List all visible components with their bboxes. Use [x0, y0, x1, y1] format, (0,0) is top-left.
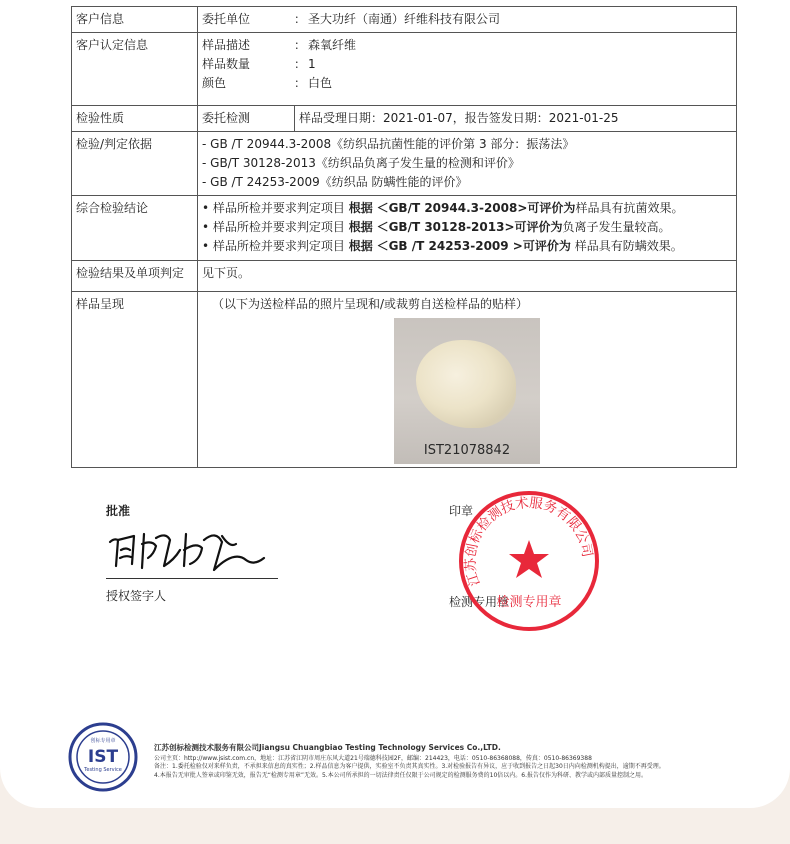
logo-sub: Testing Service — [84, 767, 122, 773]
sample-description: 森氧纤维 — [308, 38, 357, 52]
inspection-type: 委托检测 — [198, 106, 295, 132]
footer-text — [154, 744, 754, 780]
client-name: 圣大功纤（南通）纤维科技有限公司 — [308, 12, 501, 26]
field-key: 样品数量 — [202, 57, 251, 71]
client-info-row — [72, 7, 737, 33]
conclusion-basis: 根据 — [348, 201, 373, 215]
basis-item: - GB/T 30128-2013《纺织品负离子发生量的检测和评价》 — [202, 156, 520, 170]
field-colon: ： — [294, 57, 307, 71]
conclusion-item — [202, 218, 732, 237]
basis-item: - GB /T 20944.3-2008《纺织品抗菌性能的评价第 3 部分：振荡法》 — [202, 137, 575, 151]
footer-note-1: 备注：1.委托检验仅对来样负责，不承担来信息的真实性；2.样品信息为客户提供，实验室不负责其真实性。3.对检验报告有异议，应于收到报告之日起30日内向检测机构提出，逾期不再受理。 — [154, 763, 665, 770]
conclusion-verdict: 可评价为 — [527, 201, 576, 215]
row-label: 客户信息 — [72, 7, 198, 33]
row-label: 客户认定信息 — [72, 33, 198, 106]
conclusion-prefix: • 样品所检并要求判定项目 — [202, 220, 345, 234]
fiber-sample-image — [416, 340, 516, 428]
field-colon: ： — [294, 38, 307, 52]
conclusion-result: 样品具有抗菌效果。 — [575, 201, 684, 215]
conclusion-item — [202, 199, 732, 218]
conclusion-row — [72, 196, 737, 261]
sample-view-row — [72, 292, 737, 468]
conclusion-standard: ＜GB /T 24253-2009 > — [376, 239, 523, 253]
footer-note-2: 4.本报告无审批人签章或印鉴无效，报告无“检测专用章”无效。5.本公司所承担的一切法律责任仅限于公司规定的检测服务费的10倍以内。6.报告仅作为科研、教学或内部质量控制之用。 — [154, 771, 648, 779]
row-content — [198, 196, 737, 261]
row-label: 检验/判定依据 — [72, 132, 198, 196]
conclusion-basis: 根据 — [348, 239, 373, 253]
logo-text: IST — [87, 747, 119, 767]
row-content — [198, 33, 737, 106]
inspection-dates: 样品受理日期：2021-01-07，报告签发日期：2021-01-25 — [295, 106, 737, 132]
field-colon: ： — [294, 76, 307, 90]
footer-contact: 公司主页：http://www.jsist.com.cn，地址：江苏省江阴市周庄东风大道21号瑞德科技园2F，邮编：214423，电话：0510-86368088，传真：0510-86369388 — [154, 754, 592, 762]
signature-line — [106, 578, 278, 579]
row-label: 检验结果及单项判定 — [72, 261, 198, 292]
conclusion-prefix: • 样品所检并要求判定项目 — [202, 239, 345, 253]
field-colon: ： — [294, 12, 307, 26]
conclusion-result: 负离子发生量较高。 — [562, 220, 671, 234]
sample-code: IST21078842 — [423, 443, 511, 458]
company-seal-image — [456, 488, 602, 634]
basis-item: - GB /T 24253-2009《纺织品 防螨性能的评价》 — [202, 175, 468, 189]
seal-label-sub: 检测专用章 — [449, 595, 510, 609]
seal-ring-text: 江苏创标检测技术服务有限公司 — [462, 494, 596, 588]
approve-label: 批准 — [106, 504, 131, 518]
field-key: 委托单位 — [202, 12, 251, 26]
logo-sub-top: 创标专用章 — [90, 738, 116, 744]
sample-color: 白色 — [308, 76, 333, 90]
sample-quantity: 1 — [308, 57, 316, 71]
result-value: 见下页。 — [198, 261, 737, 292]
row-label: 检验性质 — [72, 106, 198, 132]
result-row — [72, 261, 737, 292]
report-table — [71, 6, 737, 468]
conclusion-standard: ＜GB/T 20944.3-2008> — [376, 201, 528, 215]
row-label: 综合检验结论 — [72, 196, 198, 261]
row-content — [198, 292, 737, 468]
conclusion-item — [202, 237, 732, 256]
ist-logo-icon — [68, 722, 138, 792]
seal-label: 印章 — [449, 504, 474, 518]
conclusion-result: 样品具有防螨效果。 — [570, 239, 683, 253]
conclusion-verdict: 可评价为 — [522, 239, 571, 253]
basis-row — [72, 132, 737, 196]
field-key: 样品描述 — [202, 38, 251, 52]
conclusion-standard: ＜GB/T 30128-2013> — [376, 220, 515, 234]
seal-star-icon — [509, 540, 549, 578]
client-confirmed-row — [72, 33, 737, 106]
sample-photo — [394, 318, 540, 464]
row-content — [198, 132, 737, 196]
conclusion-prefix: • 样品所检并要求判定项目 — [202, 201, 345, 215]
signature-image — [104, 520, 276, 580]
signer-label: 授权签字人 — [106, 589, 167, 603]
row-label: 样品呈现 — [72, 292, 198, 468]
footer-company-title: 江苏创标检测技术服务有限公司Jiangsu Chuangbiao Testing Technology Services Co.,LTD. — [154, 743, 501, 752]
field-key: 颜色 — [202, 76, 227, 90]
seal-bottom-text: 检测专用章 — [496, 595, 562, 610]
conclusion-verdict: 可评价为 — [514, 220, 563, 234]
inspection-type-row — [72, 106, 737, 132]
sample-note: （以下为送检样品的照片呈现和/或裁剪自送检样品的贴样） — [212, 297, 529, 311]
row-content — [198, 7, 737, 33]
conclusion-basis: 根据 — [348, 220, 373, 234]
